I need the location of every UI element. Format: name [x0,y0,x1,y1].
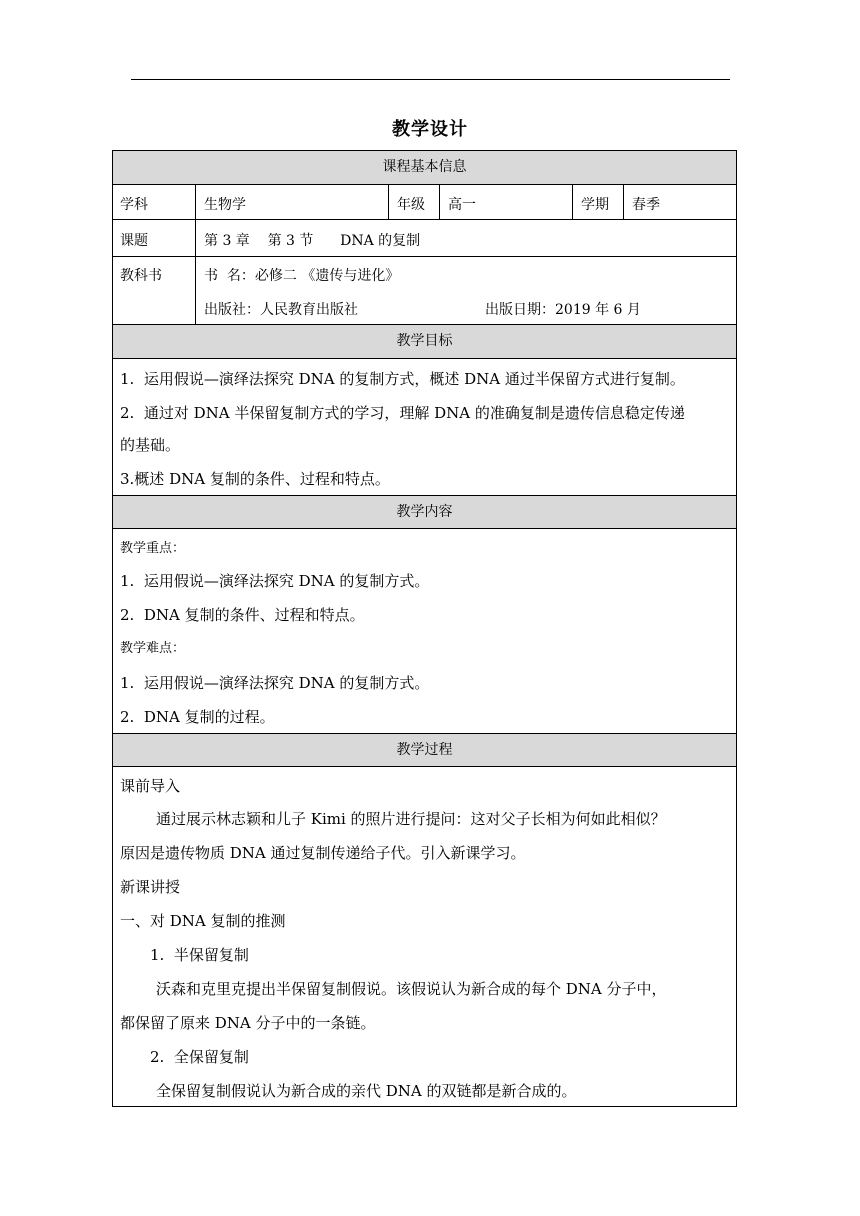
row-divider [113,219,736,220]
topic-value: 第 3 章 第 3 节 DNA 的复制 [204,233,421,249]
objective-line: 3.概述 DNA 复制的条件、过程和特点。 [120,470,390,488]
grade-value: 高一 [448,197,476,213]
column-divider [623,185,624,219]
column-divider [572,185,573,219]
content-header: 教学内容 [113,496,736,529]
intro-title: 课前导入 [120,777,181,795]
objective-line: 2. 通过对 DNA 半保留复制方式的学习，理解 DNA 的准确复制是遗传信息稳定传递 [120,404,685,422]
difficult-point: 2. DNA 复制的过程。 [120,708,275,726]
subject-value: 生物学 [204,197,246,213]
item-title: 1. 半保留复制 [150,946,249,964]
section-title: 一、对 DNA 复制的推测 [120,912,286,930]
book-name: 书 名：必修二 《遗传与进化》 [204,268,400,284]
subject-label: 学科 [120,197,148,213]
key-points-title: 教学重点： [120,541,186,556]
item-title: 2. 全保留复制 [150,1048,249,1066]
lesson-plan-table [112,150,737,1107]
difficult-point: 1. 运用假说—演绎法探究 DNA 的复制方式。 [120,674,430,692]
objective-line: 1. 运用假说—演绎法探究 DNA 的复制方式，概述 DNA 通过半保留方式进行复制。 [120,370,685,388]
objectives-header: 教学目标 [113,325,736,359]
key-point: 1. 运用假说—演绎法探究 DNA 的复制方式。 [120,572,430,590]
objective-line: 的基础。 [120,436,181,454]
row-divider [113,256,736,257]
item-line: 全保留复制假说认为新合成的亲代 DNA 的双链都是新合成的。 [156,1082,577,1100]
grade-label: 年级 [397,197,425,213]
topic-label: 课题 [120,233,148,249]
textbook-label: 教科书 [120,268,162,284]
column-divider [439,185,440,219]
basic-info-header: 课程基本信息 [113,151,736,185]
item-line: 都保留了原来 DNA 分子中的一条链。 [120,1014,376,1032]
intro-line: 通过展示林志颖和儿子 Kimi 的照片进行提问：这对父子长相为何如此相似？ [156,810,666,828]
term-value: 春季 [632,197,660,213]
item-line: 沃森和克里克提出半保留复制假说。该假说认为新合成的每个 DNA 分子中， [156,980,667,998]
publication-date: 出版日期：2019 年 6 月 [485,302,641,318]
publisher: 出版社：人民教育出版社 [204,302,358,318]
term-label: 学期 [581,197,609,213]
column-divider [388,185,389,219]
key-point: 2. DNA 复制的条件、过程和特点。 [120,606,365,624]
header-rule [131,79,730,80]
document-title: 教学设计 [392,119,468,140]
new-lesson-title: 新课讲授 [120,878,181,896]
intro-line: 原因是遗传物质 DNA 通过复制传递给子代。引入新课学习。 [120,844,526,862]
process-header: 教学过程 [113,734,736,767]
difficult-points-title: 教学难点： [120,641,186,656]
